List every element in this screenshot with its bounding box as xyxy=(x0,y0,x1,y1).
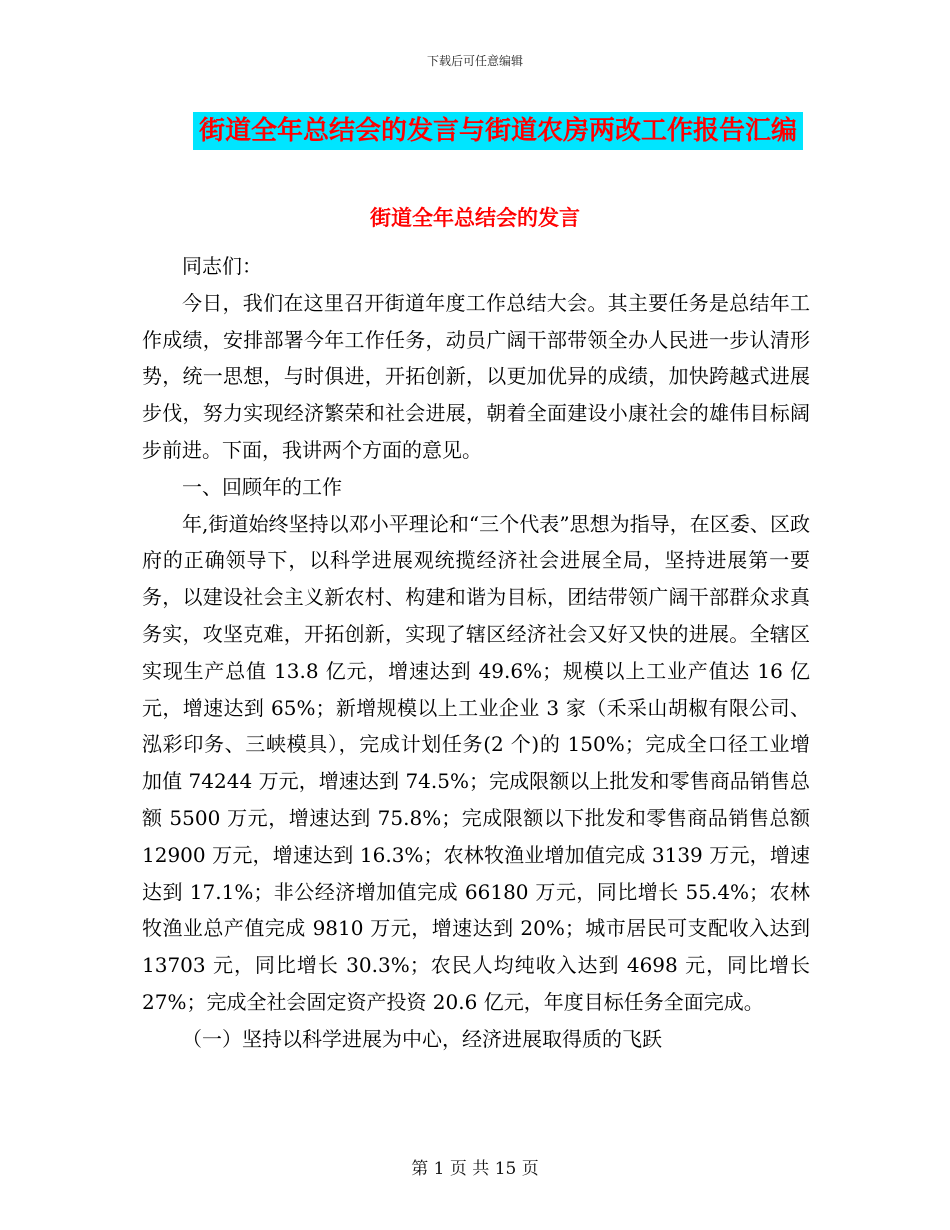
page-header-note: 下载后可任意编辑 xyxy=(426,54,523,68)
paragraph-intro: 今日，我们在这里召开街道年度工作总结大会。其主要任务是总结年工作成绩，安排部署今年工作任务，动员广阔干部带领全办人民进一步认清形势，统一思想，与时俱进，开拓创新，以更加优异的成绩，加快跨越式进展步伐，努力实现经济繁荣和社会进展，朝着全面建设小康社会的雄伟目标阔步前进。下面，我讲两个方面的意见。 xyxy=(142,290,810,462)
main-title-container xyxy=(0,112,950,150)
paragraph-review: 年,街道始终坚持以邓小平理论和“三个代表”思想为指导，在区委、区政府的正确领导下，以科学进展观统揽经济社会进展全局，坚持进展第一要务，以建设社会主义新农村、构建和谐为目标，团结带领广阔干部群众求真务实，攻坚克难，开拓创新，实现了辖区经济社会又好又快的进展。全辖区实现生产总值 13.8 亿元，增速达到 49.6%；规模以上工业产值达 16 亿元，增速达到 65%；新增规模以上工业企业 3 家（禾采山胡椒有限公司、泓彩印务、三峡模具），完成计划任务(2 个)的 150%；完成全口径工业增加值 74244 万元，增速达到 74.5%；完成限额以上批发和零售商品销售总额 5500 万元，增速达到 75.8%；完成限额以下批发和零售商品销售总额 12900 万元，增速达到 16.3%；农林牧渔业增加值完成 3139 万元，增速达到 17.1%；非公经济增加值完成 66180 万元，同比增长 55.4%；农林牧渔业总产值完成 9810 万元，增速达到 20%；城市居民可支配收入达到 13703 元，同比增长 30.3%；农民人均纯收入达到 4698 元，同比增长 27%；完成全社会固定资产投资 20.6 亿元，年度目标任务全面完成。 xyxy=(142,511,810,1014)
salutation: 同志们： xyxy=(182,254,262,278)
section-heading-review: 一、回顾年的工作 xyxy=(182,474,342,499)
document-title: 街道全年总结会的发言与街道农房两改工作报告汇编 xyxy=(193,112,803,150)
section-title: 街道全年总结会的发言 xyxy=(370,206,580,230)
page-footer: 第 1 页 共 15 页 xyxy=(411,1159,539,1179)
subsection-heading-1: （一）坚持以科学进展为中心，经济进展取得质的飞跃 xyxy=(182,1026,662,1051)
document-body xyxy=(142,248,810,1058)
